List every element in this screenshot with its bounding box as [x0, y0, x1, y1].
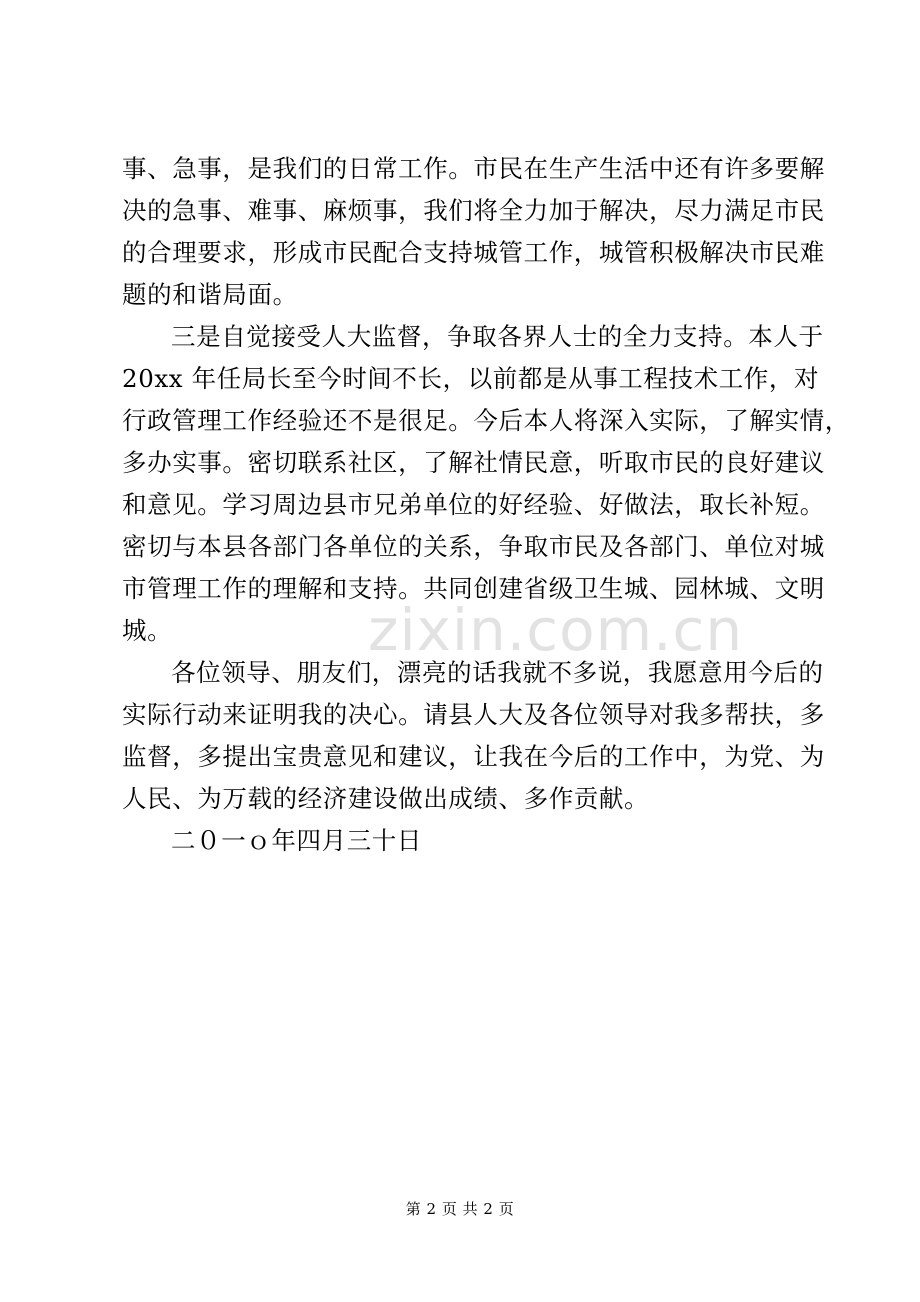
text-line: 城。 — [122, 616, 173, 645]
text-line: 行政管理工作经验还不是很足。今后本人将深入实际，了解实情， — [122, 406, 850, 435]
text-line: 20xx 年任局长至今时间不长，以前都是从事工程技术工作，对 — [122, 364, 820, 393]
text-line: 的合理要求，形成市民配合支持城管工作，城管积极解决市民难 — [122, 238, 825, 267]
text-line: 实际行动来证明我的决心。请县人大及各位领导对我多帮扶，多 — [122, 700, 825, 729]
paragraph-start-line: 各位领导、朋友们，漂亮的话我就不多说，我愿意用今后的 — [171, 658, 824, 687]
text-line: 事、急事，是我们的日常工作。市民在生产生活中还有许多要解 — [122, 154, 825, 183]
text-line: 和意见。学习周边县市兄弟单位的好经验、好做法，取长补短。 — [122, 490, 825, 519]
text-line: 决的急事、难事、麻烦事，我们将全力加于解决，尽力满足市民 — [122, 196, 825, 225]
text-line: 题的和谐局面。 — [122, 280, 298, 309]
text-line: 密切与本县各部门各单位的关系，争取市民及各部门、单位对城 — [122, 532, 825, 561]
paragraph-start-line: 三是自觉接受人大监督，争取各界人士的全力支持。本人于 — [171, 322, 824, 351]
date-line: 二０一ｏ年四月三十日 — [171, 826, 422, 855]
text-line: 监督，多提出宝贵意见和建议，让我在今后的工作中，为党、为 — [122, 742, 825, 771]
watermark: zixin.com.cn — [368, 596, 744, 664]
text-line: 人民、为万载的经济建设做出成绩、多作贡献。 — [122, 784, 650, 813]
page-number-footer: 第 2 页 共 2 页 — [405, 1200, 515, 1218]
text-line: 市管理工作的理解和支持。共同创建省级卫生城、园林城、文明 — [122, 574, 825, 603]
text-line: 多办实事。密切联系社区，了解社情民意，听取市民的良好建议 — [122, 448, 825, 477]
document-body — [122, 148, 850, 862]
